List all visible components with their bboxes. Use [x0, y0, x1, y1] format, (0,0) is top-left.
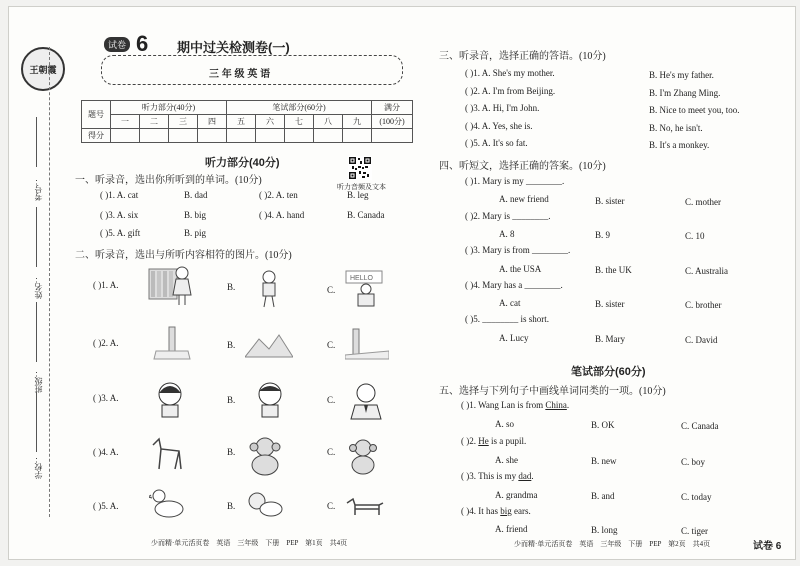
q5-item-3-b: B. and [591, 491, 615, 501]
q5-item-1-underlined: China [545, 400, 567, 410]
q4-item-5-c: C. David [685, 335, 718, 345]
q1-item-4-b: B. Canada [347, 210, 385, 220]
dog-icon [149, 435, 189, 475]
q4-item-5-a: A. Lucy [499, 333, 529, 343]
q3-item-2[interactable]: ( )2. A. I'm from Beijing. [465, 86, 556, 96]
q2-row-1-c[interactable]: C. [327, 285, 336, 295]
score-field[interactable] [314, 129, 343, 143]
score-field[interactable] [285, 129, 314, 143]
q2-row-2-b[interactable]: B. [227, 340, 236, 350]
binding-cut-line [49, 47, 50, 517]
boy-face-icon [255, 381, 285, 419]
logo-text: 王朝霞 [29, 64, 57, 75]
q1-item-4[interactable]: ( )4. A. hand [259, 210, 305, 220]
q5-item-1-post: . [566, 400, 570, 410]
q2-row-5-label[interactable]: ( )5. A. [93, 501, 119, 511]
kaohao-line [36, 117, 37, 167]
page-tag: 试卷 6 [753, 541, 782, 552]
hello-sign-text: HELLO [350, 275, 373, 282]
paper-number: 6 [136, 31, 149, 56]
q4-item-2-b: B. 9 [595, 230, 611, 240]
score-field[interactable] [227, 129, 256, 143]
q1-item-3-b: B. big [184, 210, 207, 220]
q4-item-5[interactable]: ( )5. ________ is short. [465, 314, 549, 324]
q2-row-3-label[interactable]: ( )3. A. [93, 393, 119, 403]
q4-item-1-b: B. sister [595, 196, 625, 206]
q5-item-3-c: C. today [681, 492, 712, 502]
score-cell-full: 满分 [372, 101, 413, 115]
boy-icon [257, 269, 281, 309]
score-col: 八 [314, 115, 343, 129]
q5-item-2-c: C. boy [681, 457, 706, 467]
q5-item-2-pre: ( )2. [461, 436, 479, 446]
score-col: (100分) [372, 115, 413, 129]
q5-item-1-pre: ( )1. Wang Lan is from [461, 400, 546, 410]
score-col: 一 [111, 115, 140, 129]
q4-item-3-a: A. the USA [499, 264, 542, 274]
q4-item-5-b: B. Mary [595, 334, 625, 344]
q1-item-2-b: B. leg [347, 190, 369, 200]
score-row-label: 得分 [82, 129, 111, 143]
q1-item-2[interactable]: ( )2. A. ten [259, 190, 298, 200]
qr-caption: 听力音频及文本 [337, 183, 386, 191]
score-col: 四 [198, 115, 227, 129]
q2-row-3-b[interactable]: B. [227, 395, 236, 405]
paper-tag: 试卷 [104, 37, 130, 52]
q5-title: 五、选择与下列句子中画线单词同类的一项。(10分) [439, 386, 666, 397]
score-field[interactable] [343, 129, 372, 143]
q2-row-2-c[interactable]: C. [327, 340, 336, 350]
q5-item-3[interactable] [461, 471, 534, 481]
q3-item-5-b: B. It's a monkey. [649, 140, 710, 150]
q5-item-3-underlined: dad [518, 471, 532, 481]
publisher-logo [21, 47, 65, 91]
man-icon [349, 381, 383, 421]
duck-icon [149, 487, 185, 519]
right-footer: 少而精·单元活页卷 英语 三年级 下册 PEP 第2页 共4页 [514, 540, 711, 548]
q4-item-2[interactable]: ( )2. Mary is ________. [465, 211, 551, 221]
exam-sheet [8, 6, 796, 560]
q5-item-3-a: A. grandma [495, 490, 538, 500]
score-cell-listening: 听力部分(40分) [111, 101, 227, 115]
q4-item-4-c: C. brother [685, 300, 722, 310]
q4-item-4-b: B. sister [595, 299, 625, 309]
landscape-icon [245, 327, 293, 361]
q5-item-2-b: B. new [591, 456, 617, 466]
xingming-label: 姓名： [34, 275, 43, 299]
page-subtitle: 三 年 级 英 语 [205, 65, 274, 80]
monkey-small-icon [345, 437, 381, 477]
listening-section-title: 听力部分(40分) [205, 157, 280, 169]
q1-item-1-b: B. dad [184, 190, 208, 200]
score-table [81, 100, 413, 143]
score-field[interactable] [111, 129, 140, 143]
q3-item-2-b: B. I'm Zhang Ming. [649, 88, 721, 98]
xuexiao-line [36, 392, 37, 452]
q2-row-1-label[interactable]: ( )1. A. [93, 280, 119, 290]
q5-item-3-post: . [531, 471, 534, 481]
q2-row-5-c[interactable]: C. [327, 501, 336, 511]
q5-item-4-pre: ( )4. It has [461, 506, 501, 516]
q5-item-4-b: B. long [591, 525, 618, 535]
q5-item-2[interactable] [461, 436, 526, 446]
q1-item-1[interactable]: ( )1. A. cat [100, 190, 139, 200]
q2-row-4-label[interactable]: ( )4. A. [93, 447, 119, 457]
q4-item-1[interactable]: ( )1. Mary is my ________. [465, 176, 565, 186]
score-cell-written: 笔试部分(60分) [227, 101, 372, 115]
q5-item-2-underlined: He [478, 436, 489, 446]
score-col: 七 [285, 115, 314, 129]
q2-row-5-b[interactable]: B. [227, 501, 236, 511]
q5-item-3-pre: ( )3. This is my [461, 471, 519, 481]
page-title: 期中过关检测卷(一) [177, 40, 290, 55]
score-col: 九 [343, 115, 372, 129]
q5-item-2-post: is a pupil. [488, 436, 527, 446]
score-cell-label: 题号 [82, 101, 111, 129]
lion-icon [247, 491, 283, 519]
score-col: 二 [140, 115, 169, 129]
q5-item-1-a: A. so [495, 419, 515, 429]
q5-item-2-a: A. she [495, 455, 518, 465]
q5-item-1[interactable] [461, 400, 569, 410]
q2-row-3-c[interactable]: C. [327, 395, 336, 405]
q4-item-4-a: A. cat [499, 298, 521, 308]
q4-item-1-a: A. new friend [499, 194, 549, 204]
q5-item-4-post: ears. [511, 506, 531, 516]
q3-item-3[interactable]: ( )3. A. Hi, I'm John. [465, 103, 540, 113]
dachshund-icon [343, 495, 387, 519]
q3-title: 三、听录音，选择正确的答语。(10分) [439, 51, 606, 62]
q5-item-1-c: C. Canada [681, 421, 719, 431]
q4-item-3-c: C. Australia [685, 266, 728, 276]
q4-item-3[interactable]: ( )3. Mary is from ________. [465, 245, 571, 255]
q3-item-4[interactable]: ( )4. A. Yes, she is. [465, 121, 533, 131]
q2-row-2-label[interactable]: ( )2. A. [93, 338, 119, 348]
q5-item-4[interactable] [461, 506, 531, 516]
q4-item-2-a: A. 8 [499, 229, 515, 239]
q4-item-4[interactable]: ( )4. Mary has a ________. [465, 280, 563, 290]
score-field[interactable] [169, 129, 198, 143]
q1-item-5[interactable]: ( )5. A. gift [100, 228, 141, 238]
q5-item-4-c: C. tiger [681, 526, 708, 536]
q5-item-4-a: A. friend [495, 524, 528, 534]
q2-row-1-b[interactable]: B. [227, 282, 236, 292]
score-col: 五 [227, 115, 256, 129]
q3-item-1[interactable]: ( )1. A. She's my mother. [465, 68, 555, 78]
score-field[interactable] [198, 129, 227, 143]
q1-title: 一、听录音，选出你所听到的单词。(10分) [75, 175, 262, 186]
q4-item-1-c: C. mother [685, 197, 721, 207]
q5-item-4-underlined: big [500, 506, 512, 516]
xuexiao-label: 学校： [34, 455, 43, 479]
score-col: 六 [256, 115, 285, 129]
lighthouse-icon [345, 325, 389, 363]
kaohao-label: 考号： [34, 177, 43, 201]
score-field[interactable] [372, 129, 413, 143]
xingming-line [36, 207, 37, 267]
q2-title: 二、听录音，选出与所听内容相符的图片。(10分) [75, 250, 292, 261]
girl-face-icon [155, 381, 185, 419]
banji-line [36, 302, 37, 362]
q1-item-3[interactable]: ( )3. A. six [100, 210, 139, 220]
monkey-icon [245, 435, 285, 477]
q3-item-1-b: B. He's my father. [649, 70, 714, 80]
q1-item-5-b: B. pig [184, 228, 207, 238]
q2-row-4-b[interactable]: B. [227, 447, 236, 457]
q2-row-4-c[interactable]: C. [327, 447, 336, 457]
q3-item-3-b: B. Nice to meet you, too. [649, 105, 740, 115]
score-field[interactable] [256, 129, 285, 143]
q3-item-5[interactable]: ( )5. A. It's so fat. [465, 138, 528, 148]
q4-title: 四、听短文，选择正确的答案。(10分) [439, 161, 606, 172]
girl-icon [171, 265, 193, 307]
score-field[interactable] [140, 129, 169, 143]
written-section-title: 笔试部分(60分) [571, 366, 646, 378]
hello-board-icon [344, 269, 386, 309]
q5-item-1-b: B. OK [591, 420, 615, 430]
q4-item-3-b: B. the UK [595, 265, 632, 275]
left-footer: 少而精·单元活页卷 英语 三年级 下册 PEP 第1页 共4页 [151, 539, 348, 547]
q3-item-4-b: B. No, he isn't. [649, 123, 703, 133]
score-col: 三 [169, 115, 198, 129]
qr-code-icon [348, 156, 372, 180]
tower-icon [152, 323, 192, 363]
banji-label: 班级： [34, 369, 43, 393]
q4-item-2-c: C. 10 [685, 231, 705, 241]
